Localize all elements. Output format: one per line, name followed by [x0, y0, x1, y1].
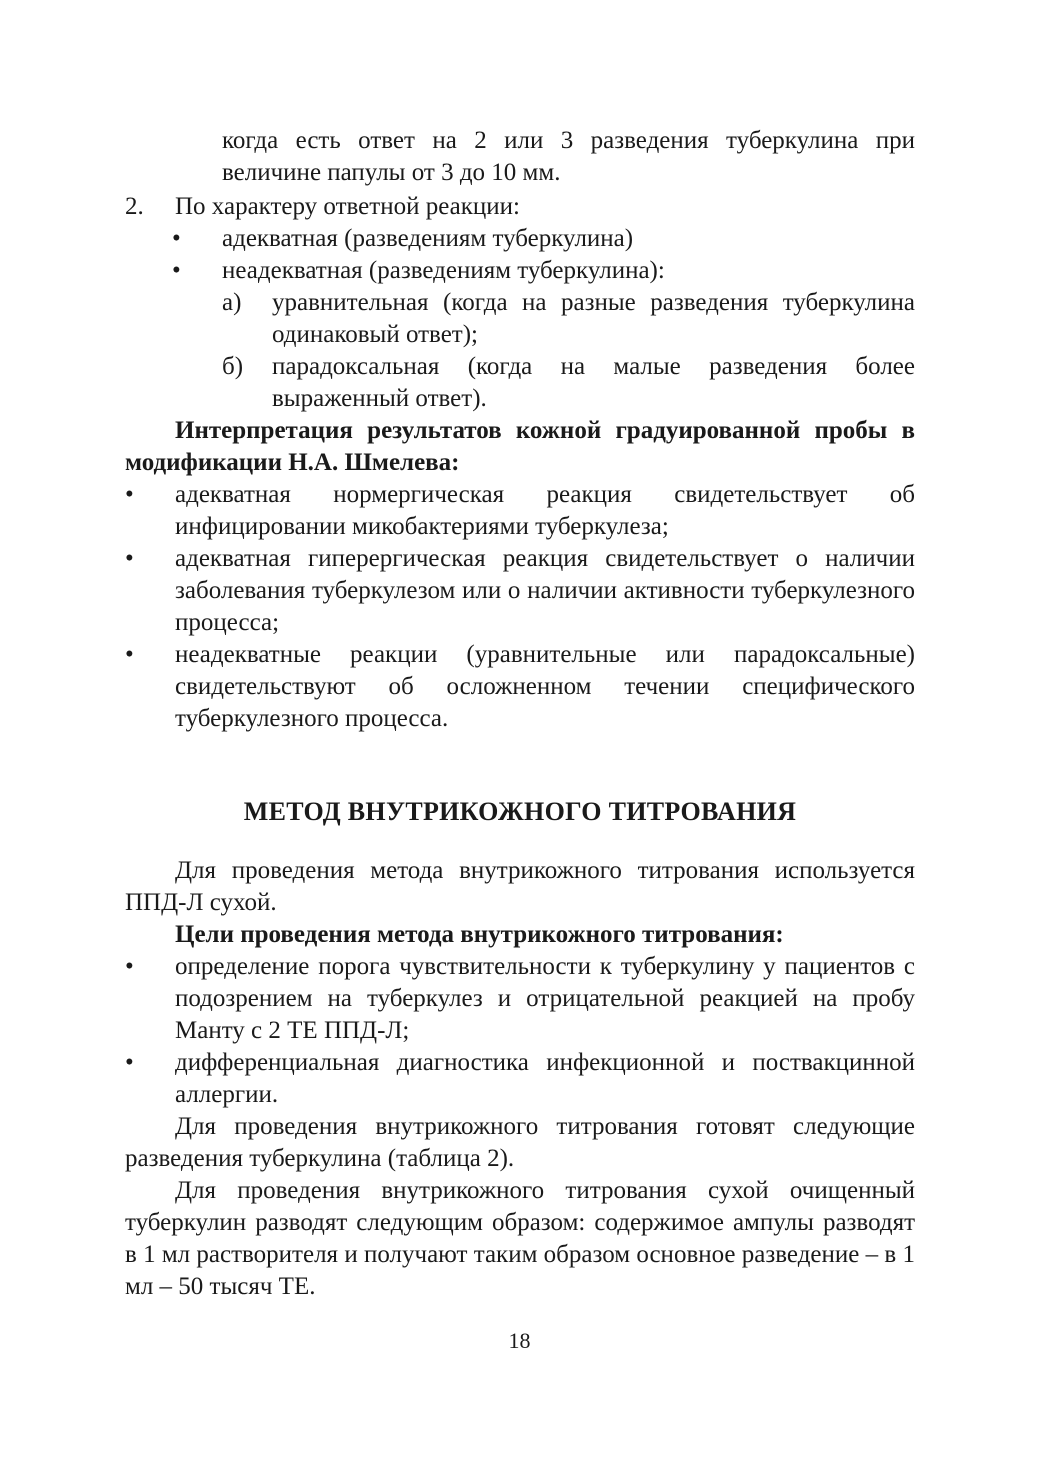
page-body	[125, 125, 915, 1303]
sub-item-a	[125, 287, 915, 351]
sub-item-text: парадоксальная (когда на малые разведения более выраженный ответ).	[272, 353, 915, 412]
bullet-text: неадекватные реакции (уравнительные или парадоксальные) свидетельствуют об осложненном течении специфического туберкулезного процесса.	[175, 641, 915, 732]
interpretation-title: Интерпретация результатов кожной градуированной пробы в модификации Н.А. Шмелева:	[125, 417, 915, 476]
bullet-icon: •	[125, 481, 134, 508]
bullet-item	[125, 1047, 915, 1111]
paragraph: Для проведения метода внутрикожного титрования используется ППД-Л сухой.	[125, 857, 915, 916]
bullet-icon: •	[125, 641, 134, 668]
list-item-text: По характеру ответной реакции:	[175, 193, 520, 220]
bullet-item	[125, 223, 915, 255]
bullet-item	[125, 543, 915, 639]
section-heading: МЕТОД ВНУТРИКОЖНОГО ТИТРОВАНИЯ	[243, 797, 797, 826]
list-number: 2.	[125, 193, 144, 220]
paragraph: Для проведения внутрикожного титрования готовят следующие разведения туберкулина (таблица 2).	[125, 1113, 915, 1172]
bullet-text: адекватная нормергическая реакция свидетельствует об инфицировании микобактериями туберкулеза;	[175, 481, 915, 540]
bullet-item	[125, 255, 915, 287]
bullet-text: неадекватная (разведениям туберкулина):	[222, 257, 665, 284]
bullet-icon: •	[125, 545, 134, 572]
bullet-item	[125, 639, 915, 735]
paragraph: Для проведения внутрикожного титрования сухой очищенный туберкулин разводят следующим образом: содержимое ампулы разводят в 1 мл растворителя и получают таким образом основное разведение – в 1 мл – 50 тысяч ТЕ.	[125, 1177, 915, 1300]
bullet-item	[125, 479, 915, 543]
bullet-text: адекватная (разведениям туберкулина)	[222, 225, 634, 252]
bullet-item	[125, 951, 915, 1047]
bullet-text: дифференциальная диагностика инфекционной и поствакцинной аллергии.	[175, 1049, 915, 1108]
bullet-icon: •	[125, 1049, 134, 1076]
list-item-2	[125, 191, 915, 223]
sub-item-mark: а)	[222, 289, 242, 316]
bullet-text: определение порога чувствительности к туберкулину у пациентов с подозрением на туберкулез и отрицательной реакцией на пробу Манту с 2 ТЕ ППД-Л;	[175, 953, 915, 1044]
bullet-icon: •	[125, 953, 134, 980]
bullet-icon: •	[172, 257, 181, 284]
page-number: 18	[508, 1328, 531, 1353]
bullet-icon: •	[172, 225, 181, 252]
bullet-text: адекватная гиперергическая реакция свидетельствует о наличии заболевания туберкулезом или о наличии активности туберкулезного процесса;	[175, 545, 915, 636]
goals-title: Цели проведения метода внутрикожного титрования:	[175, 921, 784, 948]
sub-item-mark: б)	[222, 353, 244, 380]
continuation-text: когда есть ответ на 2 или 3 разведения туберкулина при величине папулы от 3 до 10 мм.	[222, 127, 915, 186]
sub-item-b	[125, 351, 915, 415]
sub-item-text: уравнительная (когда на разные разведения туберкулина одинаковый ответ);	[272, 289, 915, 348]
